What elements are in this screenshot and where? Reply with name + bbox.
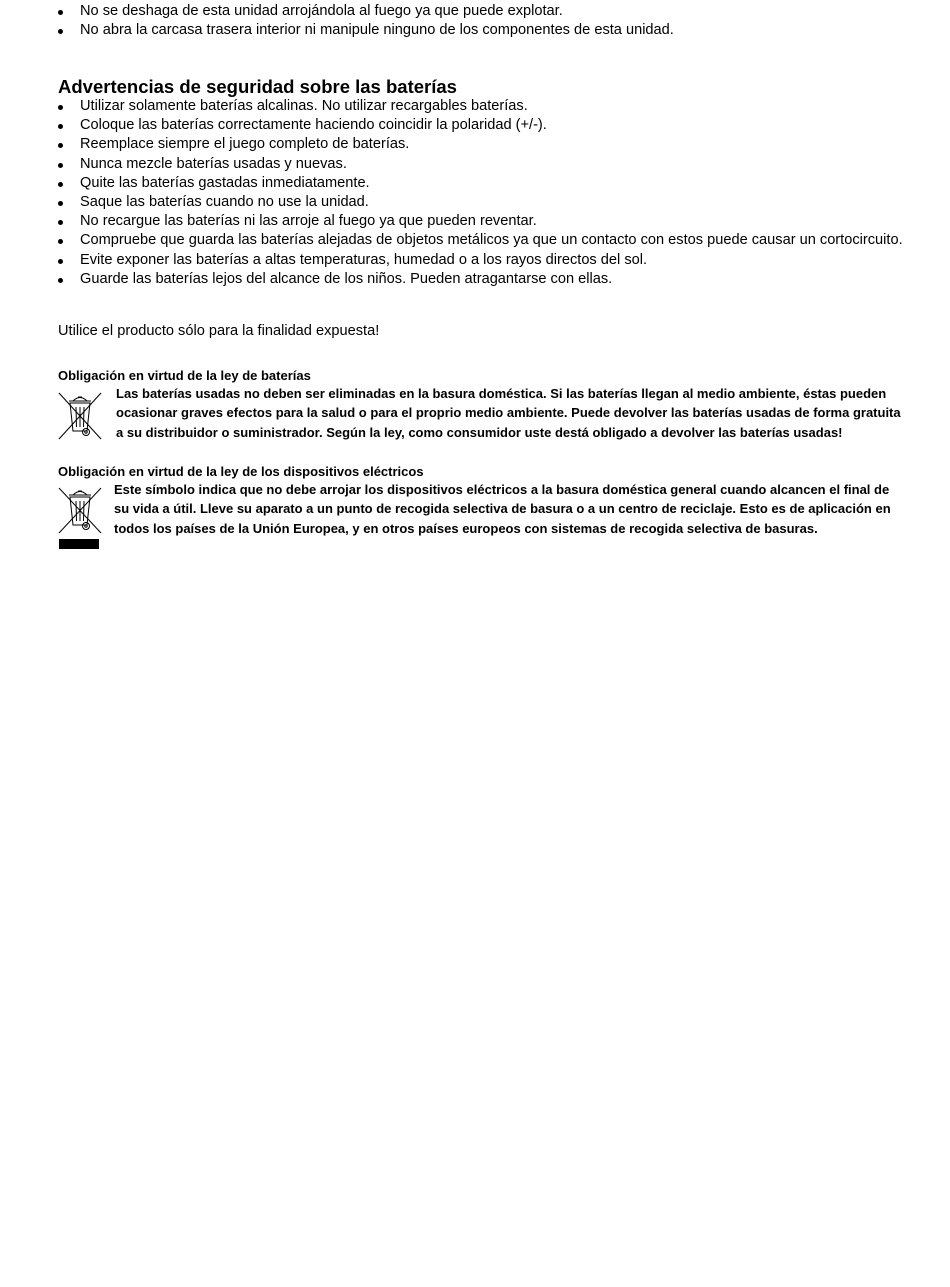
list-item: Quite las baterías gastadas inmediatamente. bbox=[0, 174, 903, 193]
crossed-out-wheelie-bin-icon bbox=[57, 391, 103, 441]
list-item: Nunca mezcle baterías usadas y nuevas. bbox=[0, 155, 903, 174]
section-heading: Advertencias de seguridad sobre las baterías bbox=[58, 76, 457, 97]
list-item: No recargue las baterías ni las arroje al fuego ya que pueden reventar. bbox=[0, 212, 903, 231]
list-item: Guarde las baterías lejos del alcance de los niños. Pueden atragantarse con ellas. bbox=[0, 270, 903, 289]
battery-law-heading: Obligación en virtud de la ley de baterías bbox=[58, 368, 311, 383]
list-item: No abra la carcasa trasera interior ni manipule ninguno de los componentes de esta unidad. bbox=[0, 21, 674, 40]
list-item: Saque las baterías cuando no use la unidad. bbox=[0, 193, 903, 212]
weee-crossed-out-wheelie-bin-icon bbox=[57, 487, 103, 551]
device-law-heading: Obligación en virtud de la ley de los dispositivos eléctricos bbox=[58, 464, 424, 479]
battery-warnings-list bbox=[0, 97, 903, 289]
usage-note: Utilice el producto sólo para la finalidad expuesta! bbox=[58, 323, 380, 339]
list-item: Evite exponer las baterías a altas temperaturas, humedad o a los rayos directos del sol. bbox=[0, 251, 903, 270]
list-item: Coloque las baterías correctamente haciendo coincidir la polaridad (+/-). bbox=[0, 116, 903, 135]
top-warnings-list bbox=[0, 2, 674, 40]
battery-law-text: Las baterías usadas no deben ser eliminadas en la basura doméstica. Si las baterías llegan al medio ambiente, éstas pueden ocasionar graves efectos para la salud o para el proprio medio ambiente. Puede devolver las baterías usadas de forma gratuita a su distribuidor o suministrador. Según la ley, como consumidor uste destá obligado a devolver las baterías usadas! bbox=[116, 386, 901, 440]
list-item: Compruebe que guarda las baterías alejadas de objetos metálicos ya que un contacto con estos puede causar un cortocircuito. bbox=[0, 231, 903, 250]
list-item: Reemplace siempre el juego completo de baterías. bbox=[0, 135, 903, 154]
device-law-text: Este símbolo indica que no debe arrojar los dispositivos eléctricos a la basura doméstica general cuando alcancen el final de su vida a útil. Lleve su aparato a un punto de recogida selectiva de basura o a un centro de reciclaje. Esto es de aplicación en todos los países de la Unión Europea, y en otros países europeos con sistemas de recogida selectiva de basuras. bbox=[114, 482, 891, 536]
list-item: No se deshaga de esta unidad arrojándola al fuego ya que puede explotar. bbox=[0, 2, 674, 21]
list-item: Utilizar solamente baterías alcalinas. No utilizar recargables baterías. bbox=[0, 97, 903, 116]
